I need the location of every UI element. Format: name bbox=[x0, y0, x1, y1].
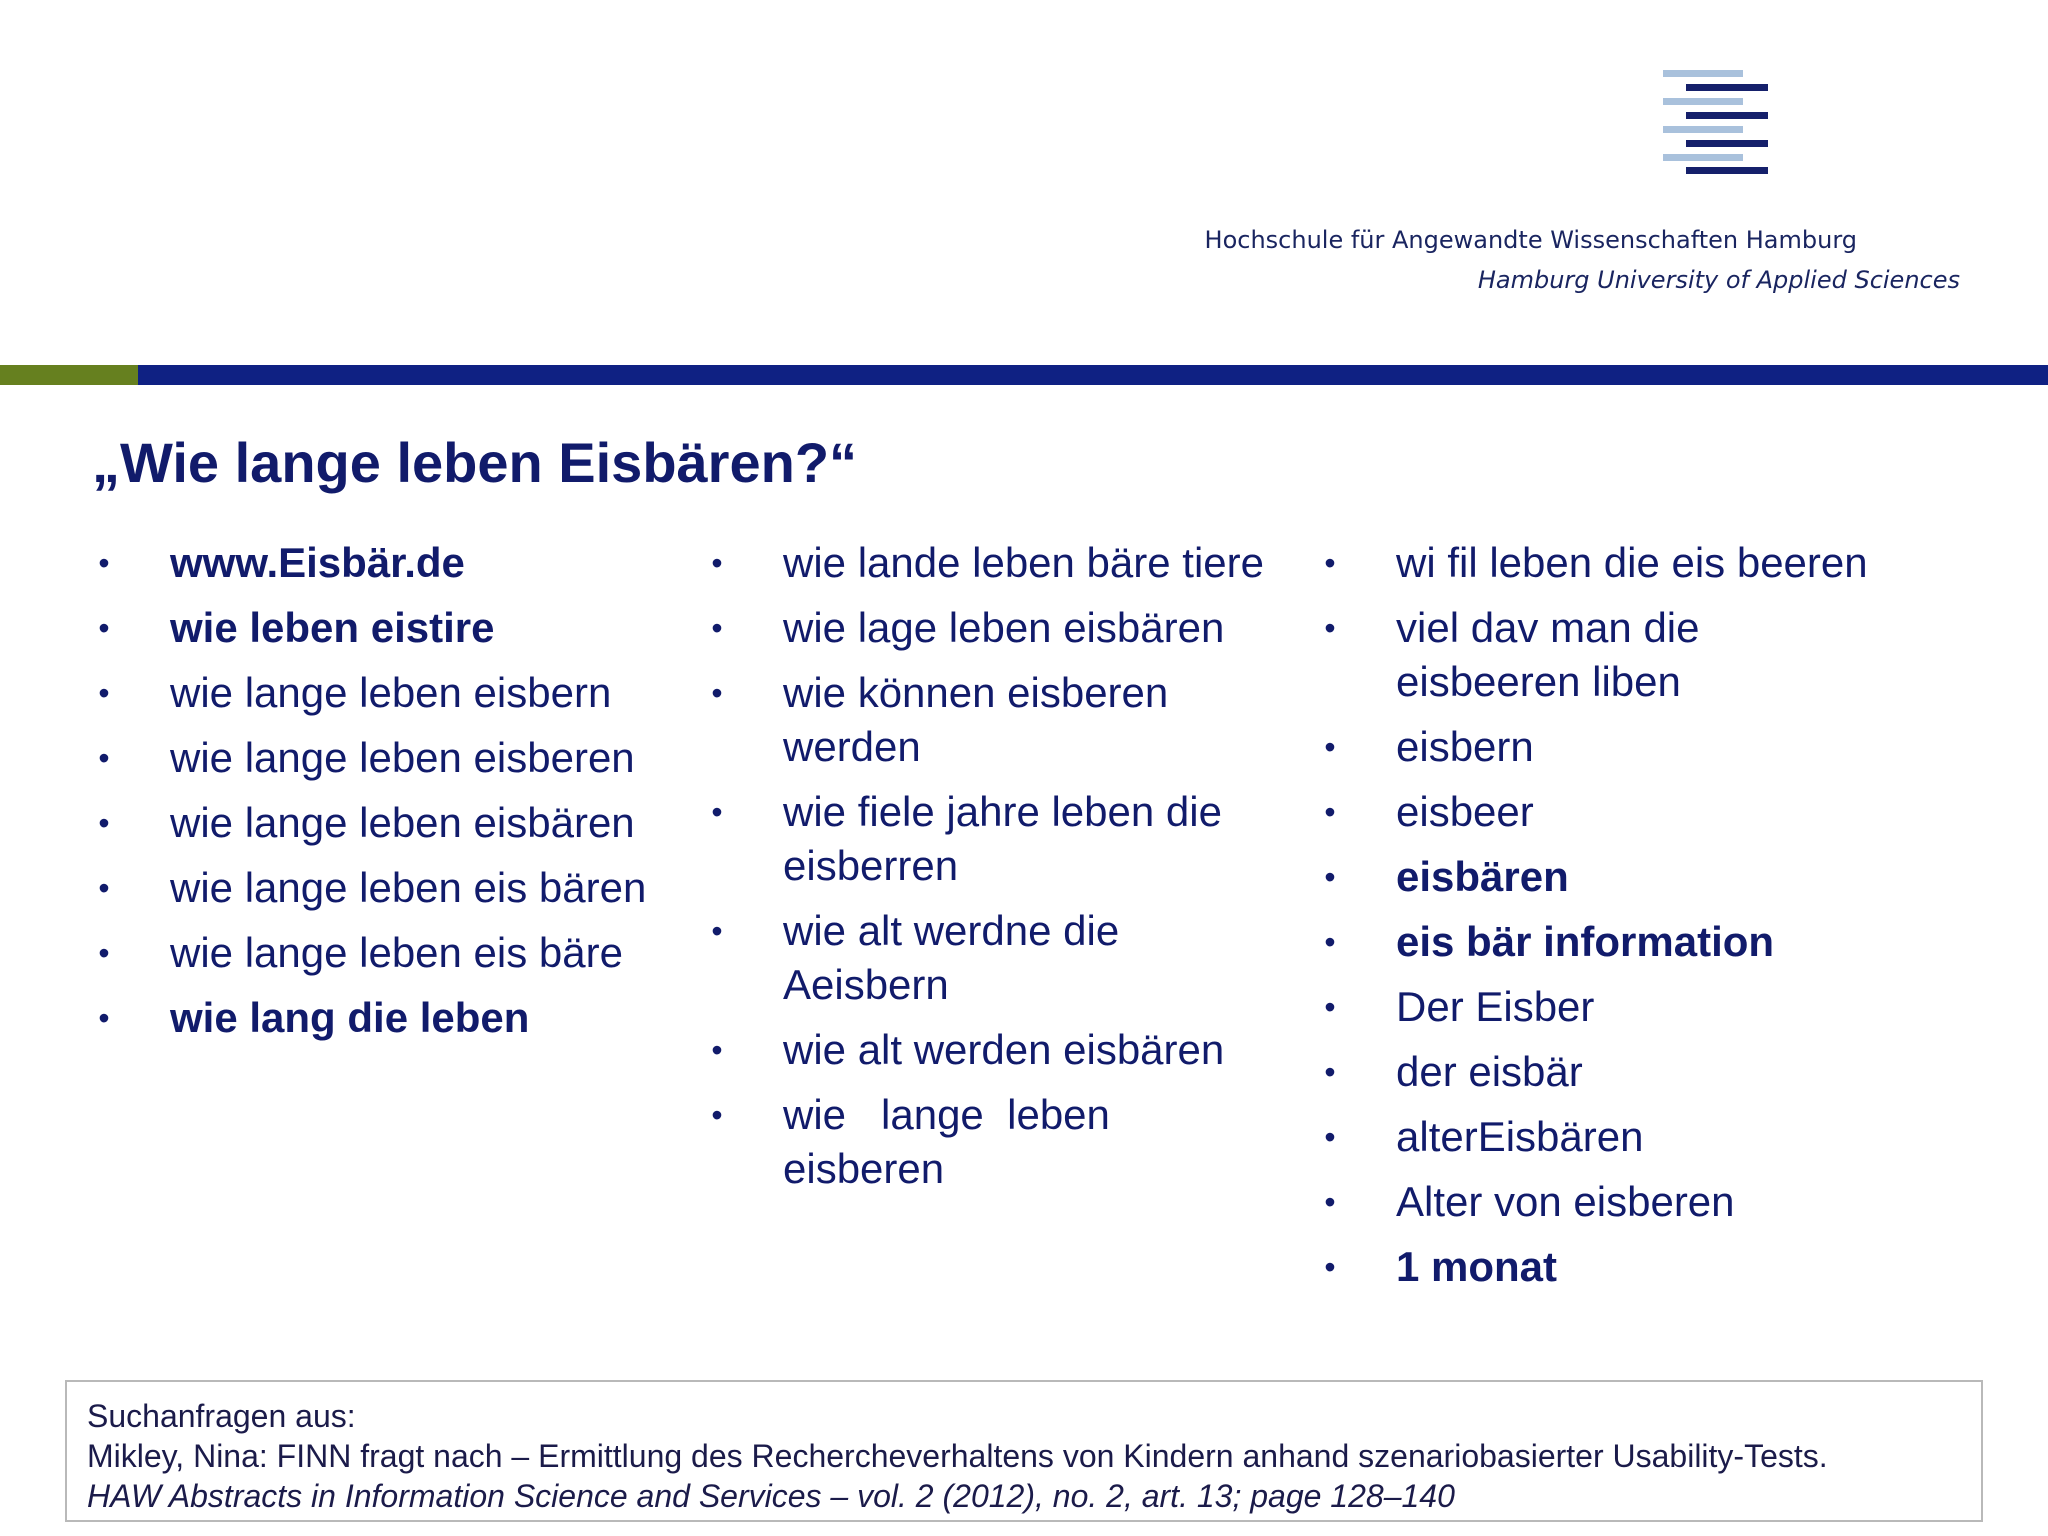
bullet-icon: • bbox=[1324, 1184, 1336, 1220]
search-query-text: wie fiele jahre leben die eisberren bbox=[783, 788, 1234, 889]
search-query-item bbox=[1318, 1045, 1878, 1099]
bullet-icon: • bbox=[98, 870, 110, 906]
search-query-item bbox=[705, 601, 1265, 655]
bullet-icon: • bbox=[1324, 924, 1336, 960]
search-query-item bbox=[92, 861, 652, 915]
search-query-text: 1 monat bbox=[1396, 1243, 1558, 1290]
bullet-icon: • bbox=[1324, 859, 1336, 895]
search-query-item bbox=[1318, 536, 1878, 590]
search-query-text: wie lang die leben bbox=[170, 994, 530, 1041]
search-query-item bbox=[705, 1088, 1265, 1196]
search-query-text: wie lange leben eisbern bbox=[170, 669, 612, 716]
search-query-item bbox=[705, 785, 1265, 893]
search-query-item bbox=[705, 536, 1265, 590]
bullet-icon: • bbox=[711, 794, 723, 830]
search-query-text: alterEisbären bbox=[1396, 1113, 1644, 1160]
search-query-item bbox=[1318, 1175, 1878, 1229]
bullet-icon: • bbox=[1324, 610, 1336, 646]
search-query-text: wie lange leben eisberen bbox=[783, 1091, 1122, 1192]
search-query-text: wie lande leben bäre tiere bbox=[783, 539, 1264, 586]
query-column-3 bbox=[1318, 536, 1878, 1305]
bullet-icon: • bbox=[98, 740, 110, 776]
search-query-text: wi fil leben die eis beeren bbox=[1396, 539, 1868, 586]
query-column-1 bbox=[92, 536, 652, 1056]
search-query-text: eisbeer bbox=[1396, 788, 1534, 835]
search-query-item bbox=[92, 926, 652, 980]
search-query-item bbox=[1318, 980, 1878, 1034]
search-query-text: wie alt werdne die Aeisbern bbox=[783, 907, 1129, 1008]
search-query-text: wie lange leben eis bäre bbox=[170, 929, 623, 976]
search-query-item bbox=[92, 731, 652, 785]
search-query-item bbox=[1318, 785, 1878, 839]
search-query-text: wie können eisberen werden bbox=[783, 669, 1180, 770]
header-rule-green bbox=[0, 365, 138, 385]
search-query-text: Alter von eisberen bbox=[1396, 1178, 1735, 1225]
source-citation: Mikley, Nina: FINN fragt nach – Ermittlung des Rechercheverhaltens von Kindern anhand szenariobasierter Usability-Tests. bbox=[87, 1438, 1828, 1474]
search-query-item bbox=[1318, 601, 1878, 709]
search-query-text: wie alt werden eisbären bbox=[783, 1026, 1225, 1073]
search-query-item bbox=[705, 666, 1265, 774]
bullet-icon: • bbox=[711, 545, 723, 581]
source-label: Suchanfragen aus: bbox=[87, 1398, 356, 1434]
query-column-2 bbox=[705, 536, 1265, 1207]
bullet-icon: • bbox=[98, 805, 110, 841]
search-query-item bbox=[705, 904, 1265, 1012]
search-query-text: viel dav man die eisbeeren liben bbox=[1396, 604, 1712, 705]
bullet-icon: • bbox=[98, 610, 110, 646]
search-query-text: wie leben eistire bbox=[170, 604, 495, 651]
source-journal: HAW Abstracts in Information Science and Services – vol. 2 (2012), no. 2, art. 13; page 128–140 bbox=[87, 1478, 1455, 1514]
search-query-item bbox=[92, 991, 652, 1045]
search-query-text: wie lange leben eisberen bbox=[170, 734, 635, 781]
bullet-icon: • bbox=[1324, 989, 1336, 1025]
search-query-item bbox=[92, 536, 652, 590]
bullet-icon: • bbox=[1324, 1054, 1336, 1090]
search-query-item bbox=[705, 1023, 1265, 1077]
bullet-icon: • bbox=[711, 675, 723, 711]
search-query-text: www.Eisbär.de bbox=[170, 539, 465, 586]
search-query-item bbox=[92, 666, 652, 720]
search-query-text: wie lage leben eisbären bbox=[783, 604, 1225, 651]
bullet-icon: • bbox=[1324, 729, 1336, 765]
bullet-icon: • bbox=[98, 935, 110, 971]
search-query-text: Der Eisber bbox=[1396, 983, 1595, 1030]
search-query-text: der eisbär bbox=[1396, 1048, 1583, 1095]
bullet-icon: • bbox=[1324, 1119, 1336, 1155]
bullet-icon: • bbox=[98, 1000, 110, 1036]
bullet-icon: • bbox=[711, 610, 723, 646]
search-query-item bbox=[1318, 915, 1878, 969]
bullet-icon: • bbox=[1324, 794, 1336, 830]
haw-logo-icon bbox=[1660, 68, 1772, 178]
bullet-icon: • bbox=[98, 545, 110, 581]
university-name-english: Hamburg University of Applied Sciences bbox=[1477, 266, 1960, 294]
bullet-icon: • bbox=[711, 1097, 723, 1133]
source-citation-box bbox=[65, 1380, 1983, 1522]
search-query-text: wie lange leben eisbären bbox=[170, 799, 635, 846]
search-query-text: wie lange leben eis bären bbox=[170, 864, 647, 911]
header-rule-blue bbox=[138, 365, 2048, 385]
bullet-icon: • bbox=[1324, 1249, 1336, 1285]
slide-title: „Wie lange leben Eisbären?“ bbox=[92, 431, 858, 494]
bullet-icon: • bbox=[711, 1032, 723, 1068]
search-query-text: eisbären bbox=[1396, 853, 1569, 900]
search-query-item bbox=[1318, 1240, 1878, 1294]
search-query-text: eis bär information bbox=[1396, 918, 1775, 965]
bullet-icon: • bbox=[1324, 545, 1336, 581]
university-name-german: Hochschule für Angewandte Wissenschaften Hamburg bbox=[1204, 226, 1857, 254]
search-query-item bbox=[1318, 850, 1878, 904]
search-query-item bbox=[92, 796, 652, 850]
bullet-icon: • bbox=[98, 675, 110, 711]
search-query-item bbox=[1318, 1110, 1878, 1164]
search-query-item bbox=[1318, 720, 1878, 774]
search-query-text: eisbern bbox=[1396, 723, 1534, 770]
search-query-item bbox=[92, 601, 652, 655]
bullet-icon: • bbox=[711, 913, 723, 949]
